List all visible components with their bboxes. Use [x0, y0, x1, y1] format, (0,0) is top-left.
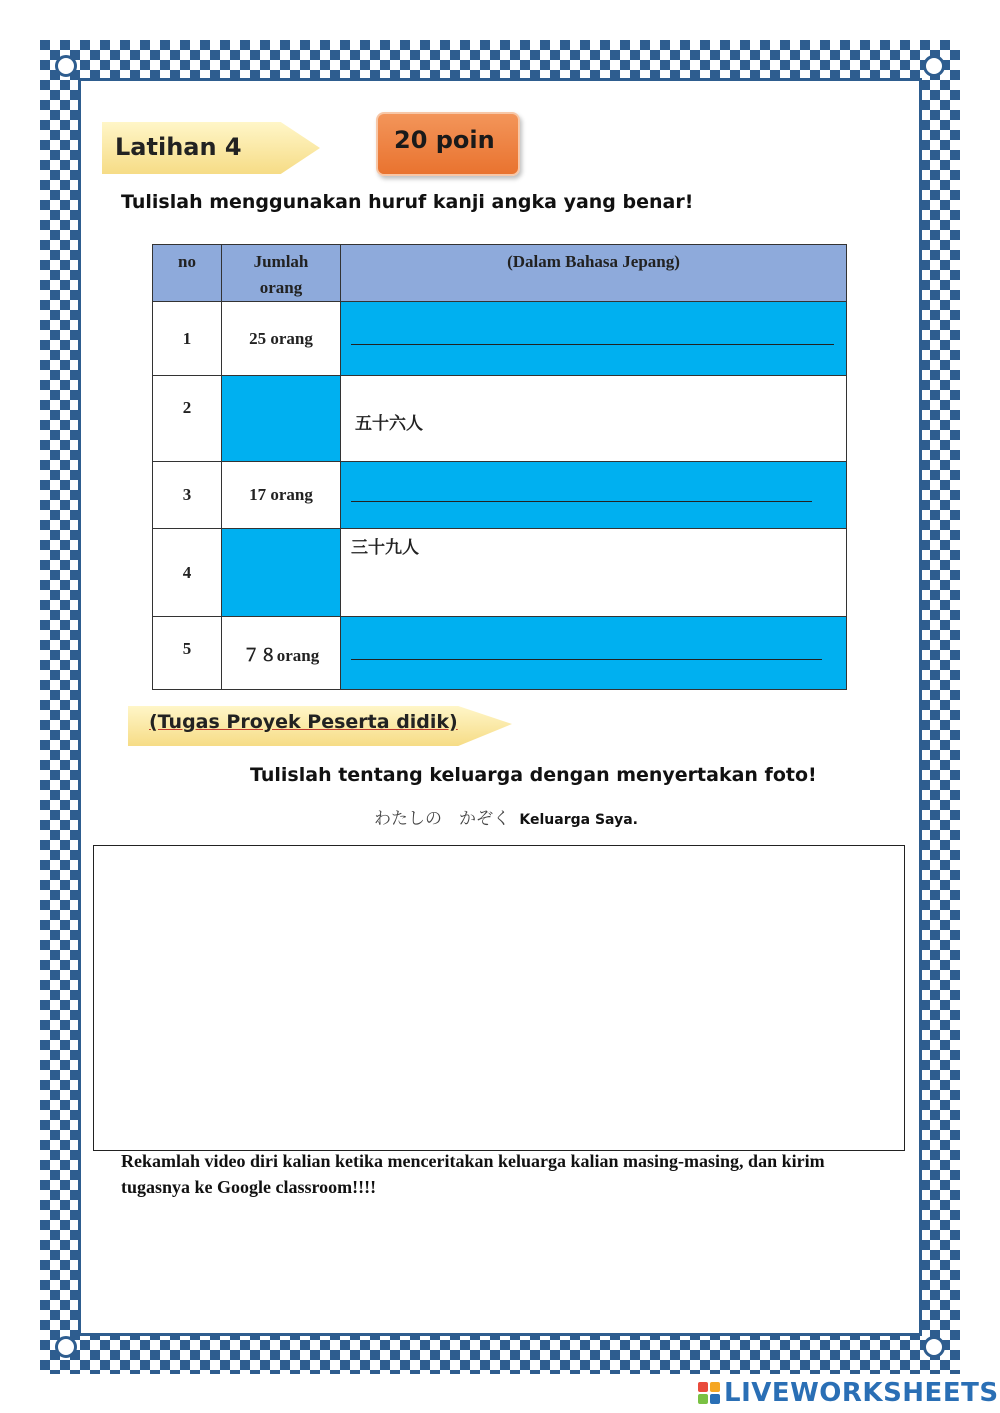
answer-field-5[interactable]	[341, 617, 847, 690]
answer-field-3[interactable]	[341, 462, 847, 529]
answer-field-1[interactable]	[341, 302, 847, 376]
corner-ornament-bottom-right	[923, 1336, 945, 1358]
row-kanji: 三十九人	[341, 529, 847, 617]
table-header-row	[153, 245, 847, 302]
subtitle-japanese: わたしの かぞく	[374, 809, 510, 829]
points-badge	[376, 112, 520, 176]
points-label: 20 poin	[394, 126, 495, 154]
exercise-label: Latihan 4	[115, 133, 242, 161]
row-jumlah: 25 orang	[222, 302, 341, 376]
project-banner-label: (Tugas Proyek Peserta didik)	[149, 711, 458, 733]
row-number: 1	[153, 302, 222, 376]
exercise-instruction: Tulislah menggunakan huruf kanji angka yang benar!	[121, 191, 694, 213]
kanji-number-table	[152, 244, 847, 690]
row-number: 2	[153, 376, 222, 462]
corner-ornament-bottom-left	[55, 1336, 77, 1358]
project-instruction: Tulislah tentang keluarga dengan menyertakan foto!	[250, 764, 817, 786]
row-number: 3	[153, 462, 222, 529]
family-subtitle	[374, 804, 638, 829]
logo-mark-icon	[698, 1382, 720, 1404]
table-row	[153, 376, 847, 462]
table-row	[153, 302, 847, 376]
header-dalam-bahasa-jepang: (Dalam Bahasa Jepang)	[341, 245, 847, 302]
liveworksheets-logo	[698, 1378, 999, 1408]
row-number: 5	[153, 617, 222, 690]
corner-ornament-top-right	[923, 55, 945, 77]
logo-text: LIVEWORKSHEETS	[724, 1378, 999, 1408]
table-row	[153, 529, 847, 617]
family-answer-box[interactable]	[93, 845, 905, 1151]
header-no: no	[153, 245, 222, 302]
corner-ornament-top-left	[55, 55, 77, 77]
row-jumlah: 17 orang	[222, 462, 341, 529]
row-jumlah: ７８orang	[222, 617, 341, 690]
header-jumlah-orang: Jumlah orang	[222, 245, 341, 302]
answer-field-4[interactable]	[222, 529, 341, 617]
row-number: 4	[153, 529, 222, 617]
table-row	[153, 462, 847, 529]
video-instruction: Rekamlah video diri kalian ketika menceritakan keluarga kalian masing-masing, dan kirim tugasnya ke Google classroom!!!!	[121, 1151, 825, 1197]
subtitle-indonesian: Keluarga Saya.	[519, 812, 638, 828]
row-kanji: 五十六人	[341, 376, 847, 462]
table-row	[153, 617, 847, 690]
answer-field-2[interactable]	[222, 376, 341, 462]
